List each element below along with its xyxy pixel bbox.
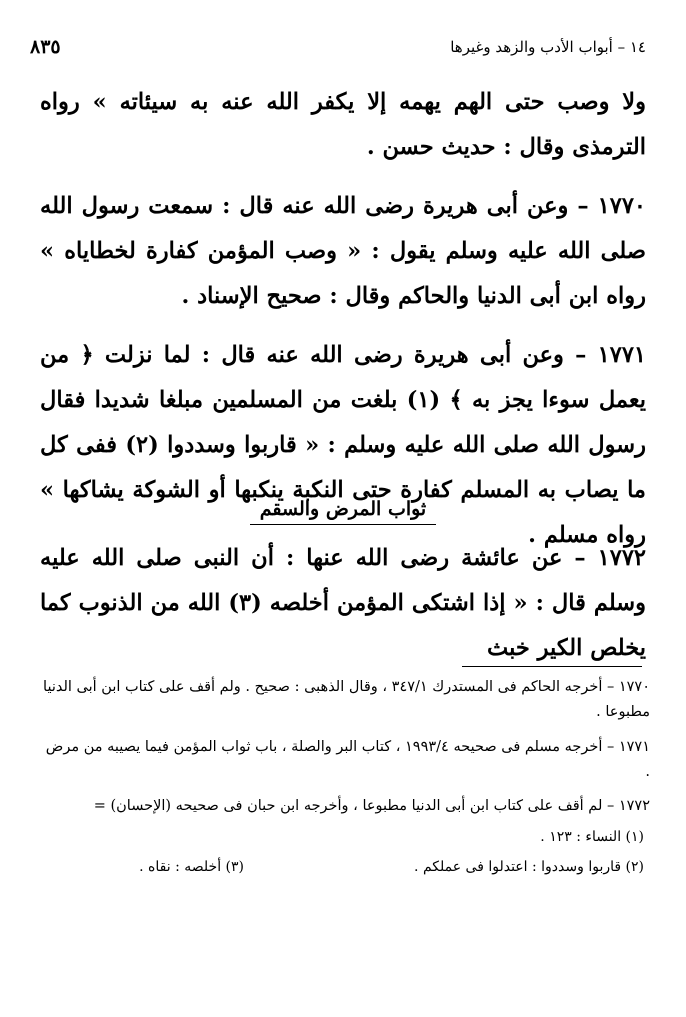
source-note-1771: ١٧٧١ – أخرجه مسلم فى صحيحه ١٩٩٣/٤ ، كتاب البر والصلة ، باب ثواب المؤمن فيما يصيبه من مرض . (45, 739, 650, 780)
section-heading-text: ثواب المرض والسقم (250, 498, 436, 525)
gloss-2: (٢) قاربوا وسددوا : اعتدلوا فى عملكم . (414, 859, 644, 875)
paragraph-1769-end: ولا وصب حتى الهم يهمه إلا يكفر الله عنه به سيئاته » رواه الترمذى وقال : حديث حسن . (40, 89, 646, 160)
page-number: ٨٣٥ (30, 36, 61, 58)
section-heading (0, 498, 686, 525)
gloss-1: (١) النساء : ١٢٣ . (540, 829, 644, 845)
main-text-2 (40, 536, 646, 671)
paragraph-1770: ١٧٧٠ – وعن أبى هريرة رضى الله عنه قال : سمعت رسول الله صلى الله عليه وسلم يقول : « وصب المؤمن كفارة لخطاياه » رواه ابن أبى الدنيا والحاكم وقال : صحيح الإسناد . (40, 193, 646, 309)
source-note-1770: ١٧٧٠ – أخرجه الحاكم فى المستدرك ٣٤٧/١ ، وقال الذهبى : صحيح . ولم أقف على كتاب ابن أبى الدنيا مطبوعا . (43, 679, 650, 720)
footnote-divider (462, 666, 642, 667)
gloss-3: (٣) أخلصه : نقاه . (139, 859, 244, 875)
paragraph-1772: ١٧٧٢ – عن عائشة رضى الله عنها : أن النبى صلى الله عليه وسلم قال : « إذا اشتكى المؤمن أخلصه (٣) الله من الذنوب كما يخلص الكير خبث (40, 545, 646, 661)
source-note-1772: ١٧٧٢ – لم أقف على كتاب ابن أبى الدنيا مطبوعا ، وأخرجه ابن حبان فى صحيحه (الإحسان) = (93, 798, 650, 814)
running-header (30, 38, 646, 66)
paragraph-1771: ١٧٧١ – وعن أبى هريرة رضى الله عنه قال : لما نزلت ﴿ من يعمل سوءا يجز به ﴾ (١) بلغت من المسلمين مبلغا شديدا فقال رسول الله صلى الله عليه وسلم : « قاربوا وسددوا (٢) ففى كل ما يصاب به المسلم كفارة حتى النكبة ينكبها أو الشوكة يشاكها » رواه مسلم . (40, 342, 646, 548)
header-title: ١٤ – أبواب الأدب والزهد وغيرها (450, 38, 646, 56)
